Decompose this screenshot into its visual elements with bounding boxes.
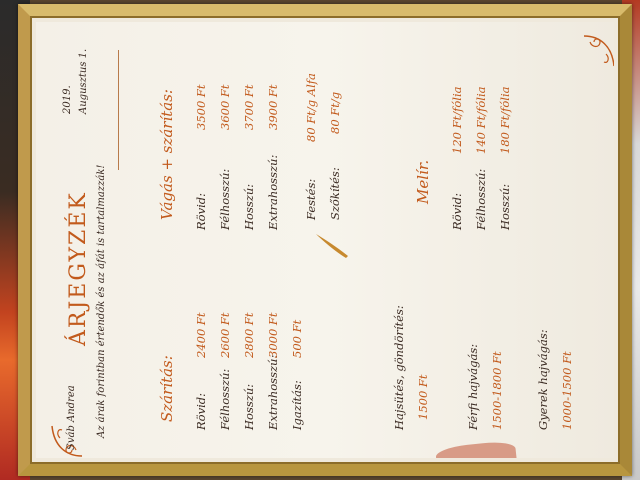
hajsutes-price: 1500 Ft [416, 374, 430, 420]
festes-price: 80 Ft/g Alfa [304, 73, 318, 142]
szaritas-price: 2800 Ft [242, 312, 256, 358]
page-title: ÁRJEGYZÉK [66, 191, 91, 346]
szaritas-label: Extrahosszú: [266, 354, 280, 430]
price-list-sheet [36, 22, 614, 458]
header-date: Augusztus 1. [78, 48, 89, 114]
price-note: Az árak forintban értendők és az áfát is tartalmazzák! [96, 164, 107, 438]
szaritas-label: Hosszú: [242, 383, 256, 430]
festes-label: Festés: [304, 178, 318, 220]
melir-label: Hosszú: [498, 183, 512, 230]
owner-name: Sváb Andrea [66, 385, 77, 450]
szaritas-label: Igazítás: [290, 380, 304, 430]
szaritas-price: 3000 Ft [266, 312, 280, 358]
melir-price: 180 Ft/fólia [498, 86, 512, 154]
szaritas-price: 2400 Ft [194, 312, 208, 358]
ferfi-label: Férfi hajvágás: [466, 343, 480, 430]
hajsutes-label: Hajsütés, göndörítés: [392, 305, 406, 430]
vagas-price: 3600 Ft [218, 84, 232, 130]
vagas-price: 3500 Ft [194, 84, 208, 130]
melir-heading: Melír. [414, 159, 432, 204]
szaritas-label: Félhosszú: [218, 368, 232, 430]
header-year: 2019. [62, 85, 73, 114]
szaritas-heading: Szárítás: [158, 355, 176, 422]
melir-price: 120 Ft/fólia [450, 86, 464, 154]
divider [118, 50, 119, 170]
szaritas-label: Rövid: [194, 393, 208, 430]
gyerek-price: 1000-1500 Ft [560, 351, 574, 430]
corner-ornament-icon [580, 32, 614, 72]
vagas-label: Rövid: [194, 193, 208, 230]
vagas-price: 3900 Ft [266, 84, 280, 130]
szokites-label: Szőkítés: [328, 167, 342, 220]
vagas-price: 3700 Ft [242, 84, 256, 130]
ferfi-price: 1500-1800 Ft [490, 351, 504, 430]
vagas-label: Extrahosszú: [266, 154, 280, 230]
szaritas-price: 2600 Ft [218, 312, 232, 358]
melir-label: Rövid: [450, 193, 464, 230]
szaritas-price: 500 Ft [290, 319, 304, 358]
melir-label: Félhosszú: [474, 168, 488, 230]
szokites-price: 80 Ft/g [328, 91, 342, 134]
vagas-label: Hosszú: [242, 183, 256, 230]
vagas-heading: Vágás + szárítás: [158, 89, 176, 220]
melir-price: 140 Ft/fólia [474, 86, 488, 154]
brush-stroke-icon [312, 228, 352, 264]
vagas-label: Félhosszú: [218, 168, 232, 230]
gyerek-label: Gyerek hajvágás: [536, 329, 550, 430]
picture-frame [18, 4, 632, 476]
rotated-document [36, 22, 614, 458]
